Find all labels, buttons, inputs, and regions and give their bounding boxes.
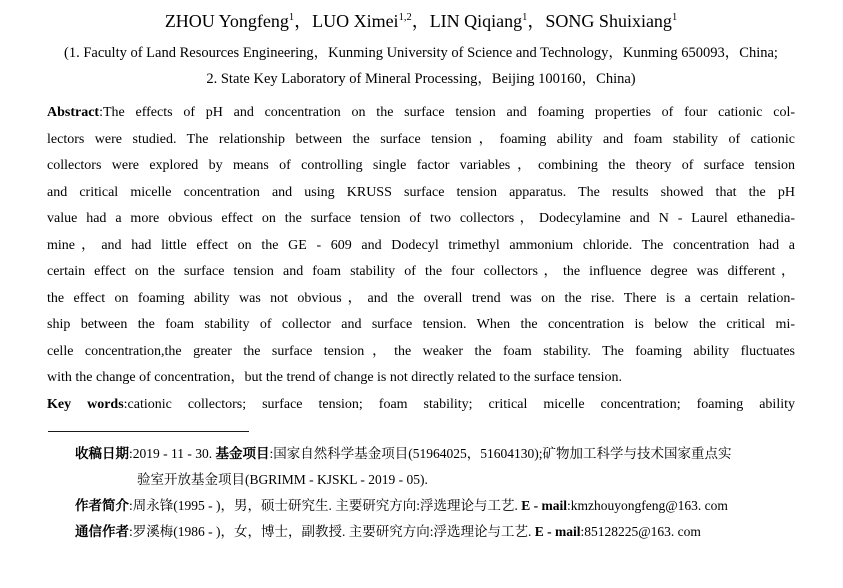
author	[165, 11, 312, 31]
author-separator: ，	[294, 11, 313, 31]
abstract-line: ship between the foam stability of collector and surface tension. When the concentration is below the critical mi-	[47, 317, 795, 332]
abstract-line: with the change of concentration，but the trend of change is not directly related to the surface tension.	[47, 370, 622, 385]
author-email-text: :kmzhouyongfeng@163. com	[567, 498, 728, 513]
abstract-line: and critical micelle concentration and using KRUSS surface tension apparatus. The results showed that the pH	[47, 184, 795, 200]
abstract-section	[47, 100, 795, 418]
abstract-text: The effects of pH and concentration on the surface tension and foaming properties of four cationic col-	[103, 105, 795, 120]
author-name: LIN Qiqiang	[429, 11, 523, 31]
footnote-separator-rule	[48, 431, 249, 432]
email-label: E - mail	[534, 524, 581, 539]
abstract-line	[47, 100, 795, 127]
author-name: ZHOU Yongfeng	[164, 11, 289, 31]
corresponding-email-text: :85128225@163. com	[580, 524, 701, 539]
received-date-text: :2019 - 11 - 30.	[129, 446, 216, 461]
keywords-label: Key words	[47, 396, 124, 412]
corresponding-author-text: :罗溪梅(1986 - )，女，博士，副教授. 主要研究方向:浮选理论与工艺.	[129, 524, 535, 539]
author-name: SONG Shuixiang	[545, 11, 672, 31]
footnote-author-bio-line	[75, 493, 795, 519]
abstract-colon: :	[99, 105, 103, 120]
footnote-corresponding-author-line	[75, 519, 795, 545]
keywords-line	[47, 392, 795, 419]
abstract-line: the effect on foaming ability was not obvious，and the overall trend was on the rise. There is a certain relation-	[47, 290, 795, 306]
author-superscript: 1	[522, 12, 528, 23]
author-separator: ，	[411, 11, 430, 31]
affiliation-line: 2. State Key Laboratory of Mineral Processing，Beijing 100160，China)	[206, 71, 636, 87]
affiliations	[47, 40, 795, 92]
author-line	[47, 8, 795, 34]
received-date-label: 收稿日期	[75, 446, 129, 461]
footnote-fund-continuation-line	[137, 467, 795, 493]
abstract-line: celle concentration,the greater the surface tension，the weaker the foam stability. The foaming ability fluctuates	[47, 343, 795, 359]
footnote-section	[75, 441, 795, 545]
email-label: E - mail	[521, 498, 567, 513]
abstract-label: Abstract	[47, 105, 100, 120]
abstract-line: collectors were explored by means of controlling single factor variables，combining the theory of surface tension	[47, 158, 795, 173]
author-superscript: 1	[671, 12, 678, 23]
fund-project-label: 基金项目	[215, 446, 270, 461]
footnote-received-fund-line	[75, 441, 795, 467]
abstract-line: lectors were studied. The relationship between the surface tension，foaming ability and foam stability of cationic	[47, 131, 795, 147]
abstract-line: value had a more obvious effect on the surface tension of two collectors，Dodecylamine and N - Laurel ethanedia-	[47, 211, 795, 226]
abstract-line: mine，and had little effect on the GE - 609 and Dodecyl trimethyl ammonium chloride. The concentration had a	[47, 237, 795, 253]
author-superscript: 1,2	[398, 12, 412, 23]
author-separator: ，	[527, 11, 546, 31]
keywords-text: :cationic collectors; surface tension; foam stability; critical micelle concentration; foaming ability	[123, 396, 795, 412]
fund-project-text-continued: 验室开放基金项目(BGRIMM - KJSKL - 2019 - 05).	[137, 472, 428, 487]
author-bio-text: :周永锋(1995 - )，男，硕士研究生. 主要研究方向:浮选理论与工艺.	[129, 498, 522, 513]
author	[430, 11, 546, 31]
author-superscript: 1	[288, 12, 295, 23]
corresponding-author-label: 通信作者	[75, 524, 129, 539]
abstract-line: certain effect on the surface tension and foam stability of the four collectors，the influence degree was different，	[47, 264, 795, 279]
author	[312, 11, 430, 31]
author-name: LUO Ximei	[312, 11, 399, 31]
fund-project-text: :国家自然科学基金项目(51964025，51604130);矿物加工科学与技术国家重点实	[269, 446, 732, 461]
author	[545, 11, 677, 31]
author-bio-label: 作者简介	[75, 498, 129, 513]
affiliation-line: (1. Faculty of Land Resources Engineering，Kunming University of Science and Technology，Kunming 650093，China;	[64, 45, 778, 61]
